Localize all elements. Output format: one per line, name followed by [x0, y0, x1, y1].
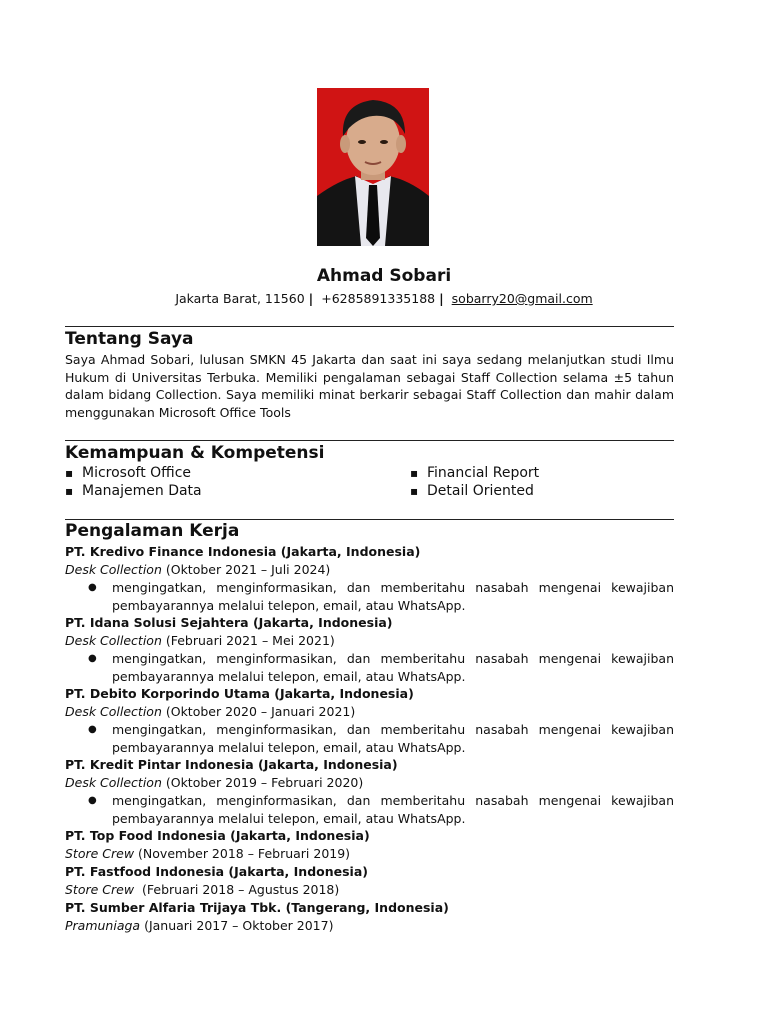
job-period — [65, 632, 674, 650]
job-period — [65, 881, 674, 899]
separator: | — [308, 291, 314, 306]
skills-list-left — [65, 465, 202, 500]
job-entry — [65, 543, 674, 615]
job-dates: (Februari 2018 – Agustus 2018) — [134, 882, 340, 897]
job-role: Store Crew — [65, 846, 135, 861]
job-role: Desk Collection — [65, 704, 162, 719]
job-dates: (Februari 2021 – Mei 2021) — [161, 633, 335, 648]
company-name: PT. Fastfood Indonesia (Jakarta, Indonesia) — [65, 864, 368, 879]
company-name: PT. Debito Korporindo Utama (Jakarta, Indonesia) — [65, 686, 414, 701]
job-period — [65, 774, 674, 792]
job-role: Desk Collection — [65, 633, 162, 648]
about-text: Saya Ahmad Sobari, lulusan SMKN 45 Jakarta dan saat ini saya sedang melanjutkan studi Ilmu Hukum di Universitas Terbuka. Memiliki pengalaman sebagai Staff Collection selama ±5 tahun dalam bidang Collection. Saya memiliki minat berkarir sebagai Staff Collection dan mahir dalam menggunakan Microsoft Office Tools — [65, 352, 674, 420]
phone: +6285891335188 — [321, 291, 436, 306]
company-name: PT. Kredivo Finance Indonesia (Jakarta, Indonesia) — [65, 544, 421, 559]
job-entry — [65, 827, 674, 863]
email-link[interactable]: sobarry20@gmail.com — [451, 291, 593, 306]
job-dates: (November 2018 – Februari 2019) — [134, 846, 351, 861]
job-entry — [65, 899, 674, 935]
job-dates: (Januari 2017 – Oktober 2017) — [140, 918, 334, 933]
job-entry — [65, 614, 674, 686]
job-entry — [65, 685, 674, 757]
location: Jakarta Barat, 11560 — [175, 291, 305, 306]
portrait-image — [317, 88, 429, 246]
company-name: PT. Sumber Alfaria Trijaya Tbk. (Tangerang, Indonesia) — [65, 900, 449, 915]
skill-item: ▪ Manajemen Data — [65, 483, 202, 501]
job-period — [65, 703, 674, 721]
skill-item: ▪ Microsoft Office — [65, 465, 202, 483]
job-entry — [65, 863, 674, 899]
section-divider — [65, 519, 674, 520]
candidate-name: Ahmad Sobari — [316, 266, 452, 286]
job-period — [65, 845, 674, 863]
separator: | — [439, 291, 444, 306]
section-divider — [65, 440, 674, 441]
skills-heading: Kemampuan & Kompetensi — [65, 443, 325, 463]
job-period — [65, 917, 674, 935]
job-duty: ● mengingatkan, menginformasikan, dan memberitahu nasabah mengenai kewajiban pembayarannya melalui telepon, email, atau WhatsApp. — [65, 579, 674, 615]
about-heading: Tentang Saya — [65, 329, 194, 349]
job-dates: (Oktober 2020 – Januari 2021) — [161, 704, 356, 719]
job-duty: ● mengingatkan, menginformasikan, dan memberitahu nasabah mengenai kewajiban pembayarannya melalui telepon, email, atau WhatsApp. — [65, 650, 674, 686]
job-entry — [65, 756, 674, 828]
job-role: Pramuniaga — [65, 918, 141, 933]
job-role: Desk Collection — [65, 562, 162, 577]
skills-list-right — [410, 465, 539, 500]
company-name: PT. Top Food Indonesia (Jakarta, Indonesia) — [65, 828, 370, 843]
job-role: Store Crew — [65, 882, 135, 897]
experience-heading: Pengalaman Kerja — [65, 521, 240, 541]
job-dates: (Oktober 2019 – Februari 2020) — [161, 775, 364, 790]
job-role: Desk Collection — [65, 775, 162, 790]
company-name: PT. Idana Solusi Sejahtera (Jakarta, Indonesia) — [65, 615, 393, 630]
contact-line — [0, 291, 768, 306]
job-duty: ● mengingatkan, menginformasikan, dan memberitahu nasabah mengenai kewajiban pembayarannya melalui telepon, email, atau WhatsApp. — [65, 792, 674, 828]
company-name: PT. Kredit Pintar Indonesia (Jakarta, Indonesia) — [65, 757, 398, 772]
job-dates: (Oktober 2021 – Juli 2024) — [161, 562, 331, 577]
section-divider — [65, 326, 674, 327]
skill-item: ▪ Detail Oriented — [410, 483, 539, 501]
job-period — [65, 561, 674, 579]
job-duty: ● mengingatkan, menginformasikan, dan memberitahu nasabah mengenai kewajiban pembayarannya melalui telepon, email, atau WhatsApp. — [65, 721, 674, 757]
skill-item: ▪ Financial Report — [410, 465, 539, 483]
profile-photo — [317, 88, 429, 246]
